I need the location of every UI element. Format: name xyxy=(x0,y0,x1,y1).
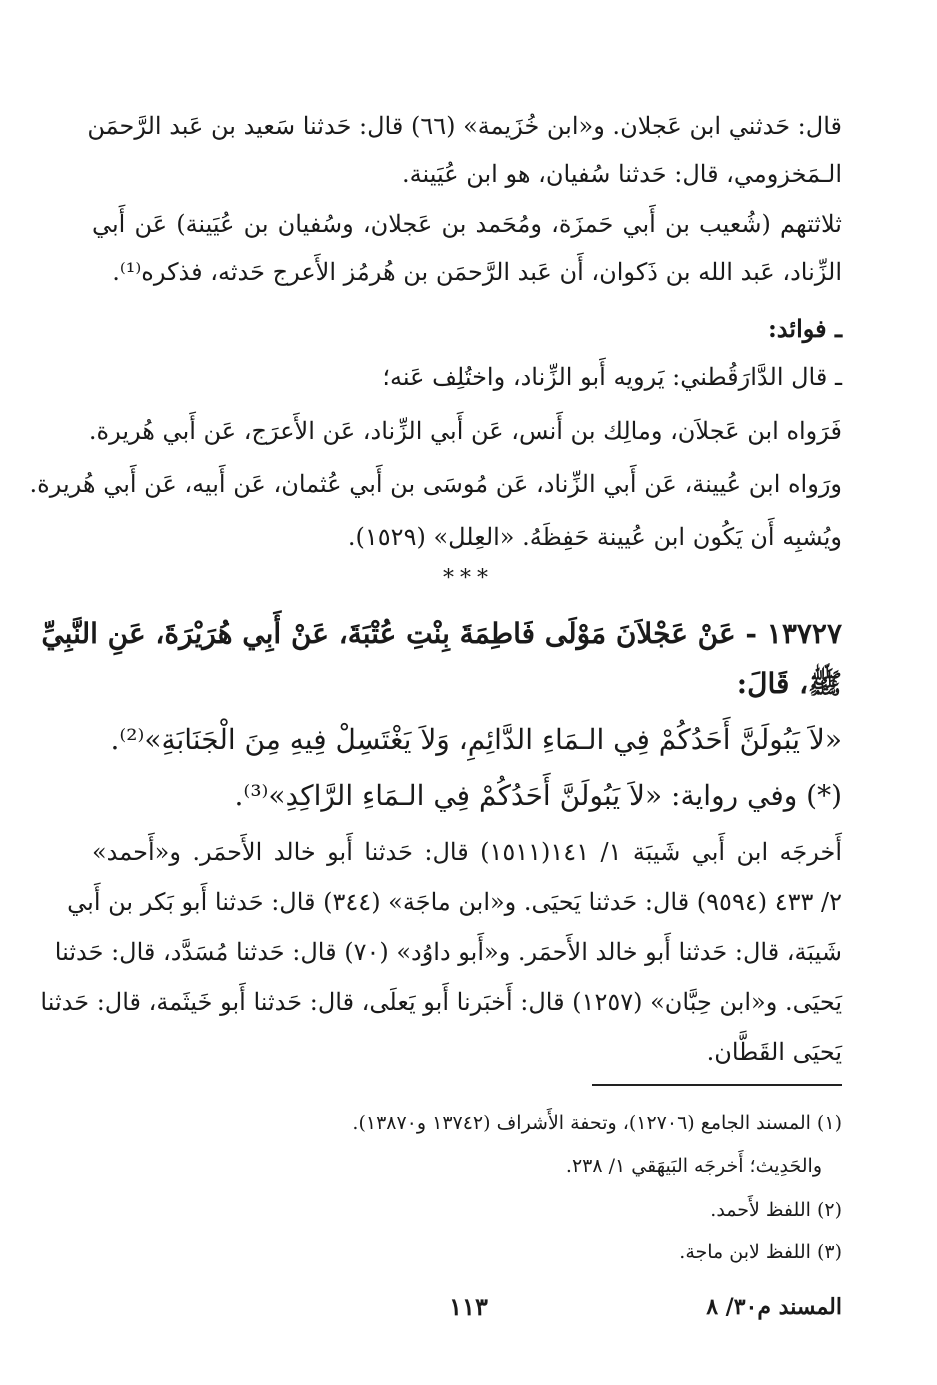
body-line-4: الزِّناد، عَبد الله بن ذَكوان، أَن عَبد الرَّحمَن بن هُرمُز الأَعرج حَدثه، فذكره⁽¹⁾. xyxy=(112,258,842,286)
footnote-1: (١) المسند الجامع (١٢٧٠٦)، وتحفة الأَشراف (١٣٧٤٢ و١٣٨٧٠). xyxy=(352,1112,842,1134)
hadith-riwaya: (*) وفي رواية: «لاَ يَبُولَنَّ أَحَدُكُمْ فِي الـمَاءِ الرَّاكِدِ»⁽³⁾. xyxy=(234,779,842,812)
takhrij-line-3: شَيبَة، قال: حَدثنا أَبو خالد الأَحمَر. و«أَبو داوُد» (٧٠) قال: حَدثنا مُسَدَّد، قال: حَدثنا xyxy=(54,938,842,966)
footnote-rule xyxy=(592,1084,842,1086)
takhrij-line-4: يَحيَى. و«ابن حِبَّان» (١٢٥٧) قال: أَخبَرنا أَبو يَعلَى، قال: حَدثنا أَبو خَيثَمة، قال: حَدثنا xyxy=(40,988,842,1016)
body-line-8: ورَواه ابن عُيينة، عَن أَبي الزِّناد، عَن مُوسَى بن أَبي عُثمان، عَن أَبيه، عَن أَبي هُريرة. xyxy=(29,470,842,498)
section-separator: *** xyxy=(443,566,494,591)
body-line-2: الـمَخزومي، قال: حَدثنا سُفيان، هو ابن عُيَينة. xyxy=(402,160,842,188)
hadith-header-line-2: ﷺ، قَالَ: xyxy=(736,667,842,700)
footnote-2: (٢) اللفظ لأَحمد. xyxy=(710,1199,842,1221)
takhrij-line-1: أَخرجَه ابن أَبي شَيبَة ١/ ١٤١(١٥١١) قال: حَدثنا أَبو خالد الأَحمَر. و«أَحمد» xyxy=(92,838,842,866)
footnote-3: (٣) اللفظ لابن ماجة. xyxy=(679,1241,842,1263)
signature-mark: المسند م٣٠/ ٨ xyxy=(706,1294,842,1320)
takhrij-line-5: يَحيَى القَطَّان. xyxy=(706,1038,842,1066)
hadith-matn: «لاَ يَبُولَنَّ أَحَدُكُمْ فِي الـمَاءِ الدَّائِمِ، وَلاَ يَغْتَسِلْ فِيهِ مِنَ الْجَنَابَةِ»⁽²⁾. xyxy=(110,723,842,756)
body-line-1: قال: حَدثني ابن عَجلان. و«ابن خُزَيمة» (٦٦) قال: حَدثنا سَعيد بن عَبد الرَّحمَن xyxy=(87,112,842,140)
section-heading-fawaid: ـ فوائد: xyxy=(767,314,842,343)
body-line-7: فَرَواه ابن عَجلاَن، ومالِك بن أَنس، عَن أَبي الزِّناد، عَن الأَعرَج، عَن أَبي هُريرة. xyxy=(88,417,842,445)
body-line-6: ـ قال الدَّارَقُطني: يَرويه أَبو الزِّناد، واختُلِف عَنه؛ xyxy=(382,363,842,391)
hadith-header-line: ١٣٧٢٧ - عَنْ عَجْلاَنَ مَوْلَى فَاطِمَةَ بِنْتِ عُتْبَةَ، عَنْ أَبِي هُرَيْرَةَ، عَنِ النَّبِيِّ xyxy=(41,617,842,650)
footnote-1-continuation: والحَدِيث؛ أَخرجَه البَيهَقي ١/ ٢٣٨. xyxy=(565,1155,822,1177)
body-line-9: ويُشبِه أَن يَكُون ابن عُيينة حَفِظَهُ. «العِلل» (١٥٢٩). xyxy=(347,523,842,551)
takhrij-line-2: ٢/ ٤٣٣ (٩٥٩٤) قال: حَدثنا يَحيَى. و«ابن ماجَة» (٣٤٤) قال: حَدثنا أَبو بَكر بن أَبي xyxy=(67,888,842,916)
body-line-3: ثلاثتهم (شُعيب بن أَبي حَمزَة، ومُحَمد بن عَجلان، وسُفيان بن عُيَينة) عَن أَبي xyxy=(92,210,842,238)
page-number: ١١٣ xyxy=(449,1292,488,1321)
